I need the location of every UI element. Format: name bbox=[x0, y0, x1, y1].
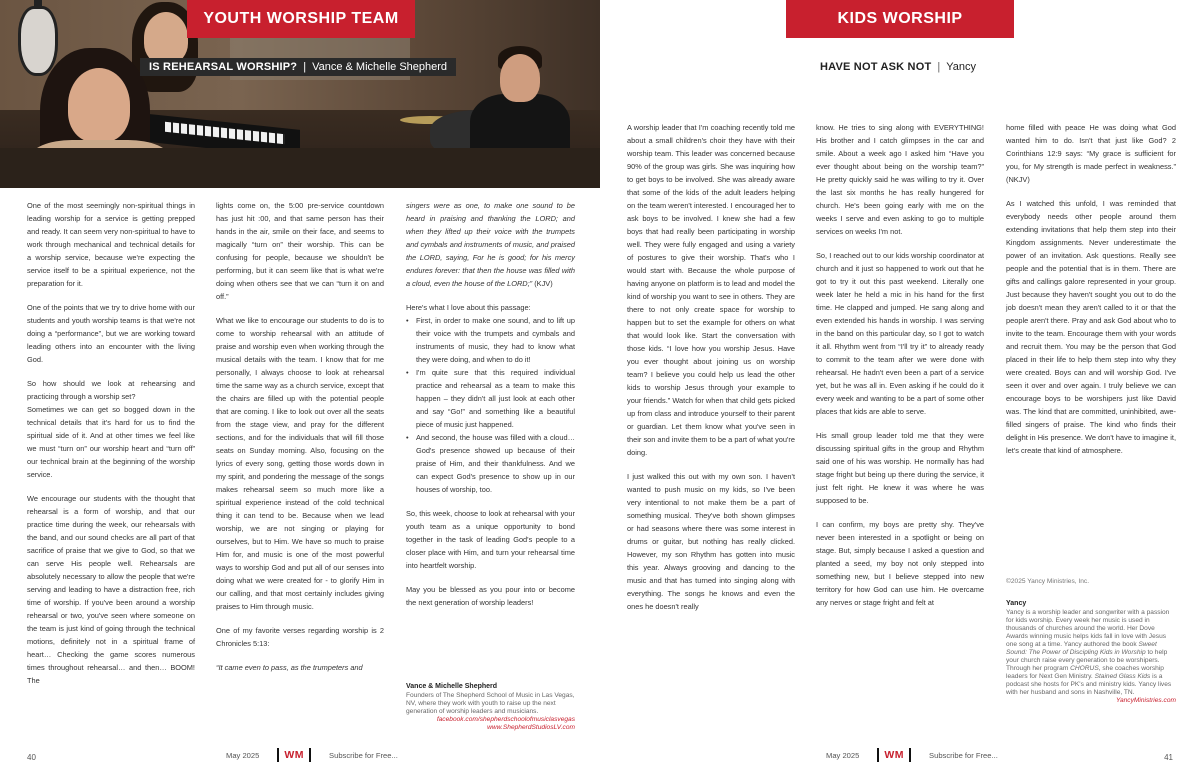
subscribe-link[interactable]: Subscribe for Free... bbox=[329, 750, 398, 760]
paragraph: We encourage our students with the thought that rehearsal is a form of worship, and that our practice time during the week, our rehearsals with the band, and our sound checks are all part of that sacrifice of praise that we give to God, so that we can serve His people well. Rehearsals are absolutely necessary to allow the people that we're serving and leading to have a distraction free, rich time of worship. If you've been around a worship rehearsal or two, you've seen where someone on the team is just kind of going through the technical motions, definitely not in a spiritual frame of heart… Checking the game scores numerous times throughout rehearsal… and then… BOOM! The bbox=[27, 494, 195, 685]
article-author: Yancy bbox=[946, 61, 976, 73]
bullet-list bbox=[406, 314, 575, 496]
paragraph: A worship leader that I'm coaching recently told me about a small children's choir they have with their worship team. This leader was concerned because 90% of the group was girls. She was inquiring how to get boys to be involved. She was already aware that some of the kids of the adult leaders helping on the team weren't interested. I encouraged her to ask boys to be involved. I knew she had a few boys that had really been participating in worship well. They were fully engaged and using a variety of postures to give their worship. That's who I would start with. Because the whole purpose of having anyone on platform is to lead and model the kind of worship you want to see in others. They are there to not only create space for worship to happen but to set the example for others on what that would look like. Start the conversation with those kids. “I love how you worship Jesus. Have you ever thought about joining us on worship team? I believe you could help us lead the other kids to worship Jesus through your example to your friends.” Watch for when that child gets picked up from class and introduce yourself to their parent or guardian. Let them know what you've seen in their son and invite them to be a part of what you're doing. bbox=[627, 123, 795, 457]
paragraph: His small group leader told me that they were discussing spiritual gifts in the group and Rhythm said one of his was worship. He normally has had stage fright but being up there during the service, it just felt right. He knew it was where he was supposed to be. bbox=[816, 431, 984, 505]
paragraph: One of the most seemingly non-spiritual things in leading worship for a service is getting prepped and ready. It can seem very non-spiritual to have to work through mechanical and technical details for a worship service, because we're expecting the service itself to be a spiritual experience, not the preparation for it. bbox=[27, 201, 195, 288]
paragraph: I can confirm, my boys are pretty shy. They've never been interested in a spotlight or being on stage. But, simply because I asked a question and planted a seed, my boy not only stepped into something new, but I believe stepped into new territory for how God can use him. He overcame any nerves or stage fright and felt at bbox=[816, 520, 984, 607]
wm-logo: WM bbox=[877, 748, 911, 762]
section-banner: YOUTH WORSHIP TEAM bbox=[187, 0, 415, 38]
author-name: Vance & Michelle Shepherd bbox=[406, 683, 498, 690]
section-banner: KIDS WORSHIP bbox=[786, 0, 1014, 38]
paragraph: know. He tries to sing along with EVERYTHING! His brother and I catch glimpses in the car and smile. About a week ago I asked him “Have you ever thought about being on the worship team?” He pretty quickly said he was willing to try it. Over the last six months he has really hungered for church. He's been going early with me on the weeks I serve and even asking to go to multiple services on weeks I'm not. bbox=[816, 123, 984, 236]
author-link[interactable]: facebook.com/shepherdschoolofmusiclasvegas bbox=[436, 716, 575, 723]
wm-logo: WM bbox=[277, 748, 311, 762]
title-separator: | bbox=[303, 61, 307, 73]
paragraph: What we like to encourage our students to do is to come to worship rehearsal with an attitude of praise and worship even when working through the musical details with the team. I know that for me personally, I always choose to look at rehearsal time the same way as a church service, except that the chairs are filled up with the potential people that are coming. I like to look out over all the seats from the stage view, and pray for the different sections, and for the individuals that will fill those seats on Sunday morning. Also, focusing on the lyrics of every song, getting those words down in my spirit, and pondering the message of the songs makes rehearsal seem so much more like a spiritual experience instead of the cold technical thing it can tend to be. Because when we lead worship, we are not singing or playing for ourselves, but to Him. We have so much to praise Him for, and music is one of the most powerful ways to worship God and put all of our senses into doing what we were created for - to glorify Him in our calling, and that most certainly includes giving praises to Him through music. bbox=[216, 316, 384, 611]
author-description: Founders of The Shepherd School of Music in Las Vegas, NV, where they work with youth to raise up the next generation of worship leaders and musicians. bbox=[406, 692, 575, 715]
scripture-quote: singers were as one, to make one sound to be heard in praising and thanking the LORD; and when they lifted up their voice with the trumpets and cymbals and instruments of music, and praised the LORD, saying, For he is good; for his mercy endures forever: that then the house was filled with a cloud, even the house of the LORD;” (KJV) bbox=[406, 201, 575, 288]
footer bbox=[226, 748, 398, 762]
right-column-2 bbox=[816, 121, 984, 620]
issue-date: May 2025 bbox=[226, 750, 260, 760]
paragraph: Here's what I love about this passage: bbox=[406, 303, 531, 312]
list-item: • And second, the house was filled with a cloud… God's presence showed up because of their praise of Him, and their thankfulness. And we can expect God's presence to show up in our houses of worship, too. bbox=[406, 431, 575, 496]
copyright: ©2025 Yancy Ministries, Inc. bbox=[1006, 578, 1090, 585]
right-column-1 bbox=[627, 121, 795, 624]
paragraph: May you be blessed as you pour into or become the next generation of worship leaders! bbox=[406, 585, 575, 607]
right-column-3 bbox=[1006, 121, 1176, 468]
author-link[interactable]: www.ShepherdStudiosLV.com bbox=[487, 724, 575, 731]
subscribe-link[interactable]: Subscribe for Free... bbox=[929, 750, 998, 760]
article-title: IS REHEARSAL WORSHIP? bbox=[149, 61, 298, 73]
left-column-1 bbox=[27, 199, 195, 698]
paragraph: So, this week, choose to look at rehearsal with your youth team as a unique opportunity to bond together in the task of leading God's people to a closer place with Him, and turn your rehearsal time into heartfelt worship. bbox=[406, 509, 575, 570]
paragraph: So, I reached out to our kids worship coordinator at church and it just so happened to work out that he got to try it out this past weekend. Literally one week later he held a mic in his hand for the first time. He clapped and jumped. He sang along and even extended his hands in worship. I was serving in the band on this particular day, so I got to watch it all. Rhythm went from “I'll try it” to already ready to commit to the team after we were done with rehearsal. He hadn't even been a part of a service yet, but he was all in. Even asking if he could do it every week and wanting to be a part of some other places that kids are able to serve. bbox=[816, 251, 984, 416]
article-title-tag bbox=[820, 58, 976, 76]
paragraph: One of the points that we try to drive home with our students and youth worship teams is that we're not doing a “performance”, but we are working toward leading others into an encounter with the living God. bbox=[27, 303, 195, 364]
paragraph: So how should we look at rehearsing and practicing through a worship set? bbox=[27, 379, 195, 401]
paragraph: home filled with peace He was doing what God wanted him to do. Isn't that just like God? 2 Corinthians 12:9 says: “My grace is sufficient for you, for My strength is made perfect in weakness.” (NKJV) bbox=[1006, 123, 1176, 184]
author-bio bbox=[1006, 578, 1176, 705]
author-link[interactable]: YancyMinistries.com bbox=[1116, 697, 1176, 704]
paragraph: I just walked this out with my own son. I haven't wanted to push music on my kids, so I've been very intentional to not make them be a part of something musical. They've both shown glimpses or had seasons where there was some interest in drums or guitar, but nothing has really clicked. However, my son Rhythm has gotten into music this year. Always grooving and dancing to the music and that has turned into singing along with everything. The songs he knows and even the ones he doesn't really bbox=[627, 472, 795, 611]
paragraph: As I watched this unfold, I was reminded that everybody needs other people around them extending invitations that help them step into their Kingdom assignments. Never underestimate the power of an invitation. Ask questions. Really see people and the potential that is in them. There are gifts and callings galore represented in your group. Just because they haven't sought you out to do the job doesn't mean they aren't called to it or that the people aren't there. Pray and ask God about who to invite to the team. Encourage them with your words and recruit them. You may be the person that God placed in their life to help them step into why they were created. Boys can and will worship God. I've seen it over and over again. I truly believe we can encourage boys to be worshipers just like David was. The kind that are committed, uninhibited, awe-filled singers of praise. The kind who finds their delight in His presence. We don't have to imagine it, let's create that kind of atmosphere. bbox=[1006, 199, 1176, 455]
title-separator: | bbox=[937, 61, 941, 73]
page-number: 41 bbox=[1164, 753, 1173, 762]
left-column-2 bbox=[216, 199, 384, 685]
paragraph: One of my favorite verses regarding worship is 2 Chronicles 5:13: bbox=[216, 626, 384, 648]
list-item: • I'm quite sure that this required individual practice and rehearsal as a team to make this happen – they didn't all just look at each other and say “Go!” and something like a beautiful piece of music just happened. bbox=[406, 366, 575, 431]
paragraph-quote: “It came even to pass, as the trumpeters and bbox=[216, 663, 363, 672]
left-column-3 bbox=[406, 199, 575, 620]
footer bbox=[826, 748, 998, 762]
paragraph: lights come on, the 5:00 pre-service countdown has just hit :00, and that same person has their hands in the air, smile on their face, and seems to magically “turn on” their worship. This can be confusing for people, because we shouldn't be performing, but it can seem like that is what we're doing when others see that we can “turn it on and off.” bbox=[216, 201, 384, 301]
list-item: • First, in order to make one sound, and to lift up their voice with the trumpets and cymbals and instruments of music, they had to know what they were doing, and when to do it! bbox=[406, 314, 575, 366]
page-number: 40 bbox=[27, 753, 36, 762]
article-authors: Vance & Michelle Shepherd bbox=[312, 61, 448, 73]
issue-date: May 2025 bbox=[826, 750, 860, 760]
author-bio bbox=[406, 683, 575, 732]
author-description: Yancy is a worship leader and songwriter with a passion for kids worship. Every week her music is used in thousands of churches around the world. Her Dove Awards winning music helps kids fall in love with Jesus one song at a time. Yancy authored the book Sweet Sound: The Power of Discipling Kids in Worship to help your church raise every generation to be worshipers. Through her program CHORUS, she coaches worship leaders for Next Gen Ministry. Stained Glass Kids is a podcast she hosts for PK's and ministry kids. Yancy lives with her husband and sons in Nashville, TN. bbox=[1006, 609, 1172, 696]
article-title: HAVE NOT ASK NOT bbox=[820, 61, 932, 73]
author-name: Yancy bbox=[1006, 600, 1027, 607]
article-title-tag bbox=[140, 58, 456, 76]
paragraph: Sometimes we can get so bogged down in the technical details that it's hard for us to find the spiritual side of it. And at other times we feel like we must “turn on” our worship heart and “turn off” our technical brain at the beginning of the worship service. bbox=[27, 405, 195, 479]
right-page bbox=[600, 0, 1200, 776]
